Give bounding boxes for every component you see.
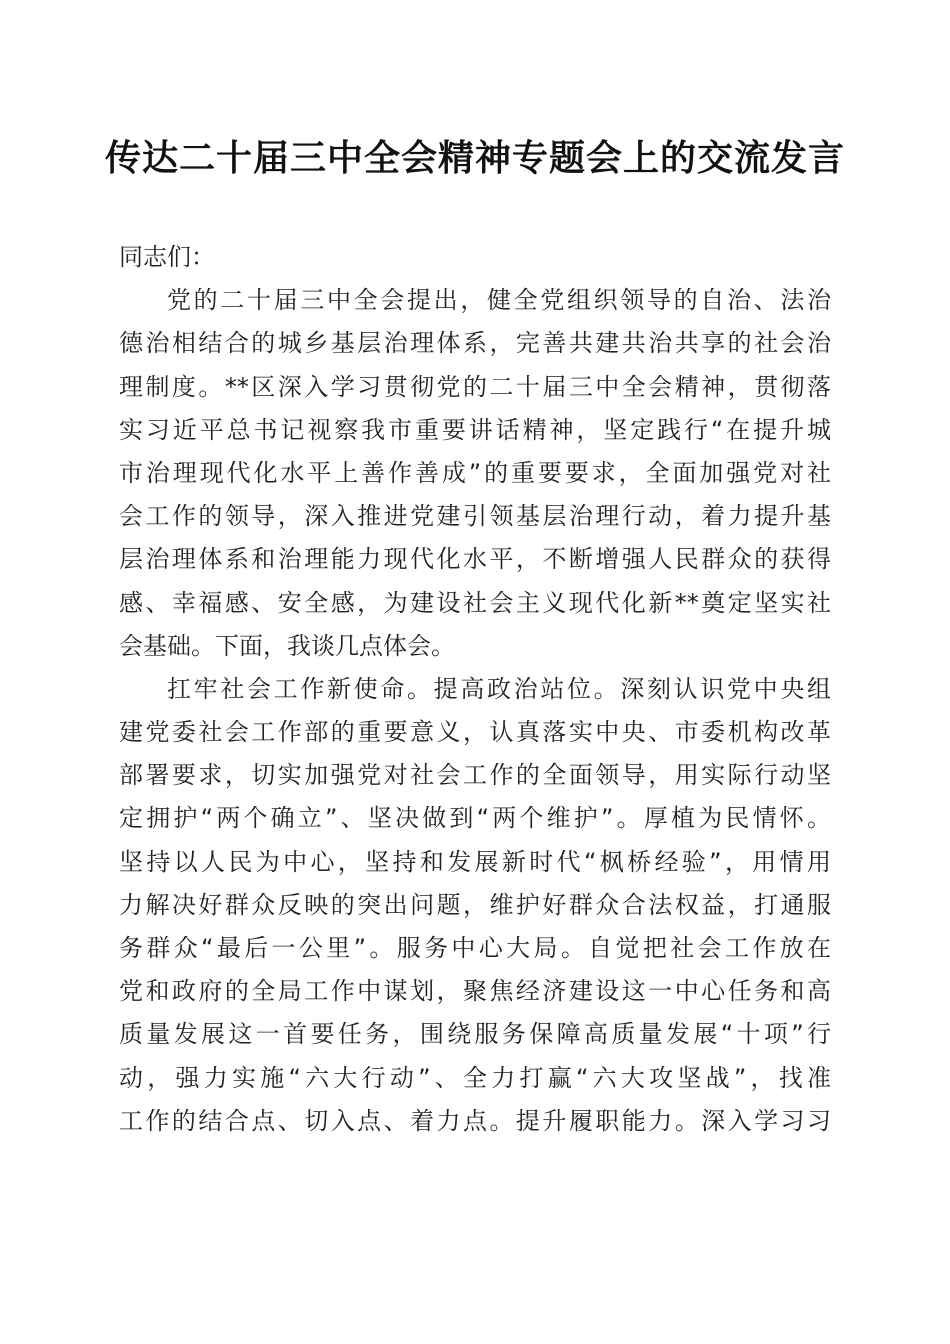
text-line: 层治理体系和治理能力现代化水平，不断增强人民群众的获得 bbox=[119, 545, 831, 574]
text-line: 德治相结合的城乡基层治理体系，完善共建共治共享的社会治 bbox=[119, 329, 831, 358]
text-line: 部署要求，切实加强党对社会工作的全面领导，用实际行动坚 bbox=[119, 761, 831, 790]
text-line: 会基础。下面，我谈几点体会。 bbox=[119, 631, 455, 660]
text-line: 市治理现代化水平上善作善成”的重要要求，全面加强党对社 bbox=[119, 458, 831, 487]
text-line: 建党委社会工作部的重要意义，认真落实中央、市委机构改革 bbox=[119, 718, 831, 747]
text-line: 党的二十届三中全会提出，健全党组织领导的自治、法治 bbox=[167, 286, 831, 315]
text-line: 感、幸福感、安全感，为建设社会主义现代化新**奠定坚实社 bbox=[119, 588, 831, 617]
document-body bbox=[119, 236, 831, 1143]
text-line: 定拥护“两个确立”、坚决做到“两个维护”。厚植为民情怀。 bbox=[119, 804, 831, 833]
text-line: 力解决好群众反映的突出问题，维护好群众合法权益，打通服 bbox=[119, 890, 831, 919]
text-line: 坚持以人民为中心，坚持和发展新时代“枫桥经验”，用情用 bbox=[119, 847, 831, 876]
text-line: 党和政府的全局工作中谋划，聚焦经济建设这一中心任务和高 bbox=[119, 977, 831, 1006]
paragraph-2 bbox=[119, 668, 831, 1143]
salutation: 同志们： bbox=[119, 243, 215, 271]
text-line: 动，强力实施“六大行动”、全力打赢“六大攻坚战”，找准 bbox=[119, 1063, 831, 1092]
text-line: 工作的结合点、切入点、着力点。提升履职能力。深入学习习 bbox=[119, 1106, 831, 1135]
text-line: 会工作的领导，深入推进党建引领基层治理行动，着力提升基 bbox=[119, 502, 831, 531]
text-line: 务群众“最后一公里”。服务中心大局。自觉把社会工作放在 bbox=[119, 934, 831, 962]
text-line: 扛牢社会工作新使命。提高政治站位。深刻认识党中央组 bbox=[167, 674, 831, 703]
text-line: 理制度。**区深入学习贯彻党的二十届三中全会精神，贯彻落 bbox=[119, 372, 831, 401]
text-line: 实习近平总书记视察我市重要讲话精神，坚定践行“在提升城 bbox=[119, 415, 831, 444]
paragraph-1 bbox=[119, 279, 831, 668]
document-title: 传达二十届三中全会精神专题会上的交流发言 bbox=[104, 137, 845, 179]
text-line: 质量发展这一首要任务，围绕服务保障高质量发展“十项”行 bbox=[119, 1020, 831, 1049]
